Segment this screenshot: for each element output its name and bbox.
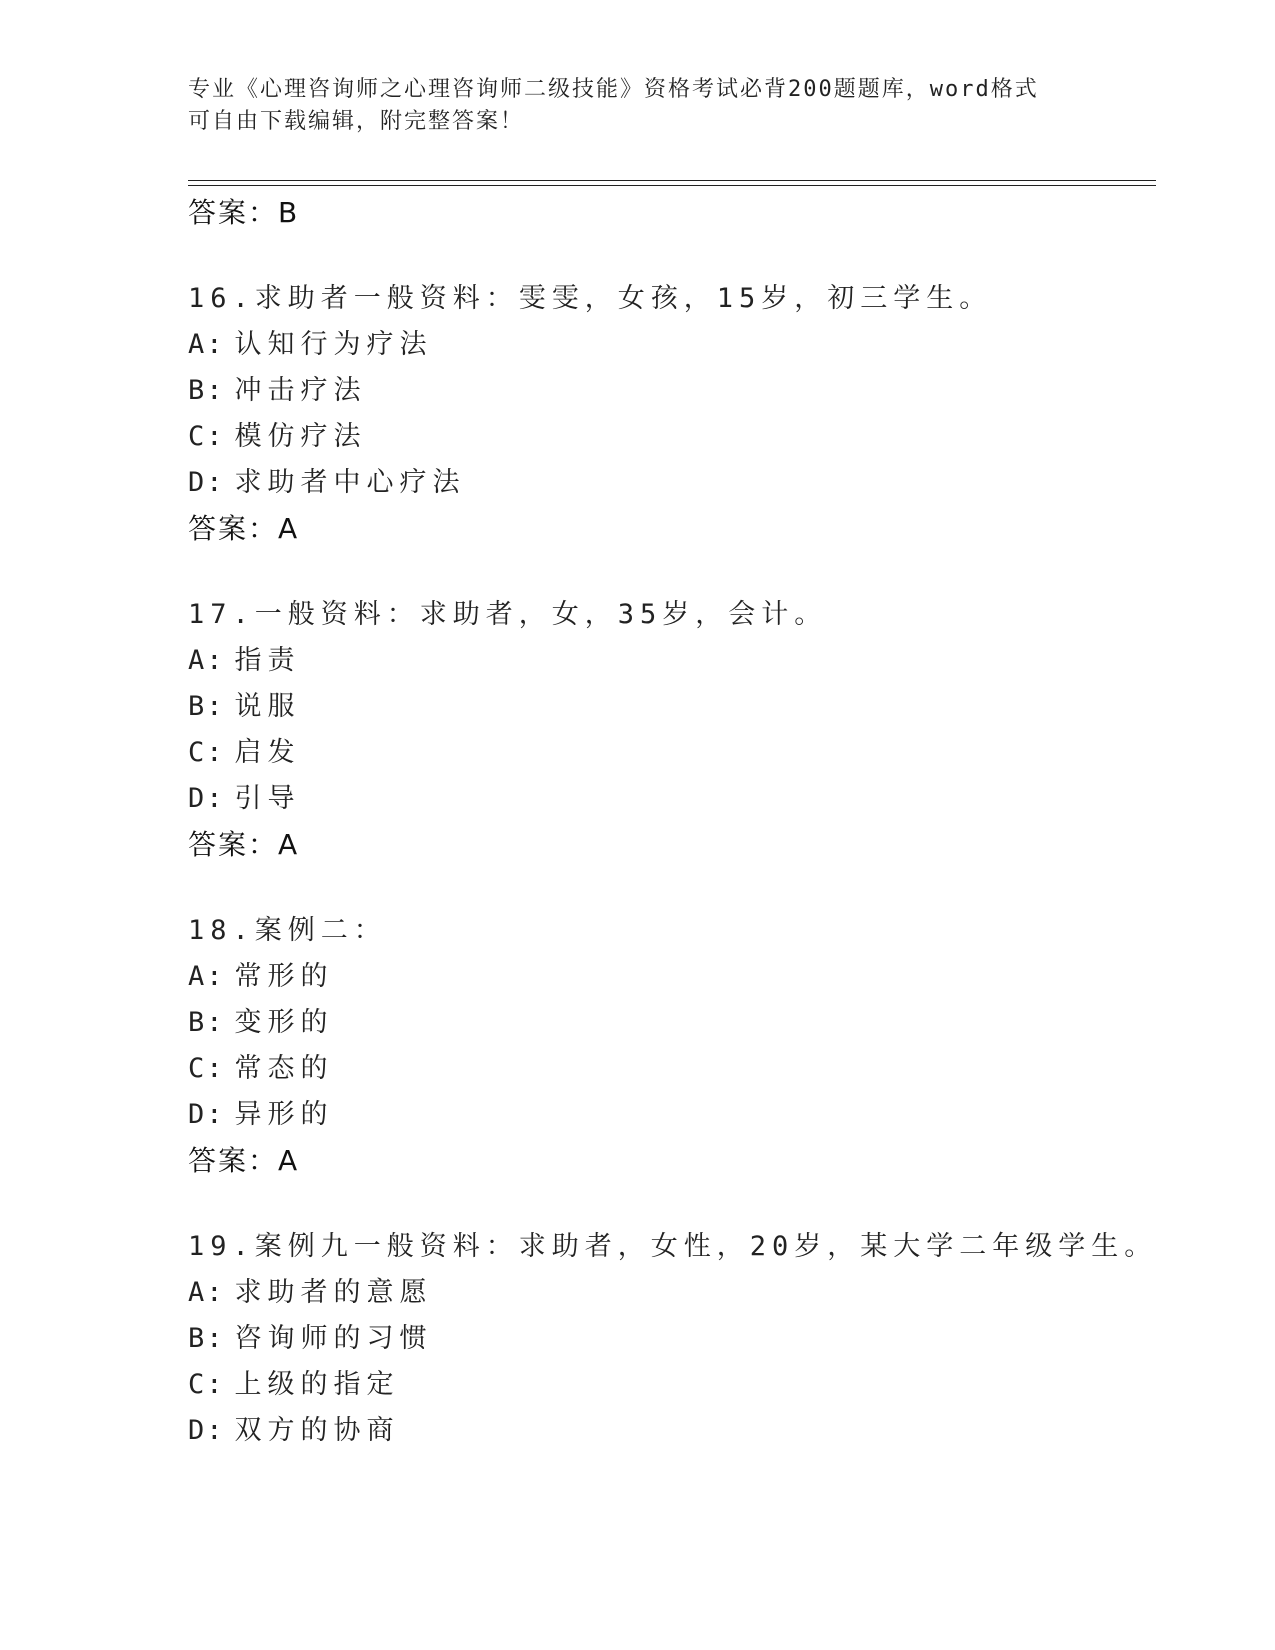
option-b: [188, 684, 1148, 730]
option-key: D:: [188, 1099, 225, 1130]
option-d: [188, 1092, 1148, 1138]
option-text: 指责: [234, 645, 301, 676]
question-18: [188, 908, 1148, 1184]
answer-line: 答案：A: [188, 1144, 300, 1177]
option-a: [188, 638, 1148, 684]
option-text: 求助者中心疗法: [234, 467, 466, 498]
question-16: [188, 276, 1148, 552]
option-text: 冲击疗法: [234, 375, 367, 406]
option-key: C:: [188, 1053, 225, 1084]
header-divider-top: [188, 180, 1156, 181]
option-d: [188, 1408, 1148, 1454]
option-key: C:: [188, 1369, 225, 1400]
option-key: A:: [188, 329, 225, 360]
question-19: [188, 1224, 1158, 1454]
option-c: [188, 414, 1148, 460]
option-key: C:: [188, 421, 225, 452]
option-c: [188, 1046, 1148, 1092]
question-17: [188, 592, 1148, 868]
option-key: C:: [188, 737, 225, 768]
spacer: [188, 552, 1148, 592]
option-a: [188, 1270, 1148, 1316]
question-stem: 16.求助者一般资料：雯雯，女孩，15岁，初三学生。: [188, 283, 993, 314]
option-text: 变形的: [234, 1007, 334, 1038]
option-b: [188, 368, 1148, 414]
spacer: [188, 1184, 1148, 1224]
header-title-line-2: 可自由下载编辑，附完整答案！: [188, 109, 525, 134]
spacer: [188, 868, 1148, 908]
option-key: D:: [188, 467, 225, 498]
option-key: A:: [188, 961, 225, 992]
option-text: 异形的: [234, 1099, 334, 1130]
option-text: 认知行为疗法: [234, 329, 433, 360]
option-b: [188, 1000, 1148, 1046]
option-key: B:: [188, 691, 225, 722]
option-key: B:: [188, 1007, 225, 1038]
option-d: [188, 776, 1148, 822]
option-text: 求助者的意愿: [234, 1277, 433, 1308]
option-a: [188, 322, 1148, 368]
header-title-line-1: 专业《心理咨询师之心理咨询师二级技能》资格考试必背200题题库，word格式: [188, 77, 1039, 102]
option-d: [188, 460, 1148, 506]
option-text: 模仿疗法: [234, 421, 367, 452]
question-list: [188, 190, 1158, 1454]
option-key: A:: [188, 645, 225, 676]
option-key: D:: [188, 783, 225, 814]
option-text: 启发: [234, 737, 301, 768]
option-text: 引导: [234, 783, 301, 814]
question-stem: 17.一般资料：求助者，女，35岁，会计。: [188, 599, 828, 630]
question-stem: 19.案例九一般资料：求助者，女性，20岁，某大学二年级学生。: [188, 1231, 1158, 1262]
option-text: 常形的: [234, 961, 334, 992]
option-text: 常态的: [234, 1053, 334, 1084]
document-header: [188, 74, 1088, 138]
option-text: 说服: [234, 691, 301, 722]
option-b: [188, 1316, 1148, 1362]
option-key: D:: [188, 1415, 225, 1446]
option-c: [188, 1362, 1148, 1408]
option-text: 咨询师的习惯: [234, 1323, 433, 1354]
question-stem: 18.案例二：: [188, 915, 387, 946]
option-key: A:: [188, 1277, 225, 1308]
option-a: [188, 954, 1148, 1000]
answer-line: 答案：A: [188, 828, 300, 861]
answer-line: 答案：B: [188, 196, 300, 229]
spacer: [188, 236, 1148, 276]
header-divider-bottom: [188, 185, 1156, 186]
option-text: 双方的协商: [234, 1415, 400, 1446]
option-c: [188, 730, 1148, 776]
answer-line: 答案：A: [188, 512, 300, 545]
option-text: 上级的指定: [234, 1369, 400, 1400]
option-key: B:: [188, 1323, 225, 1354]
option-key: B:: [188, 375, 225, 406]
